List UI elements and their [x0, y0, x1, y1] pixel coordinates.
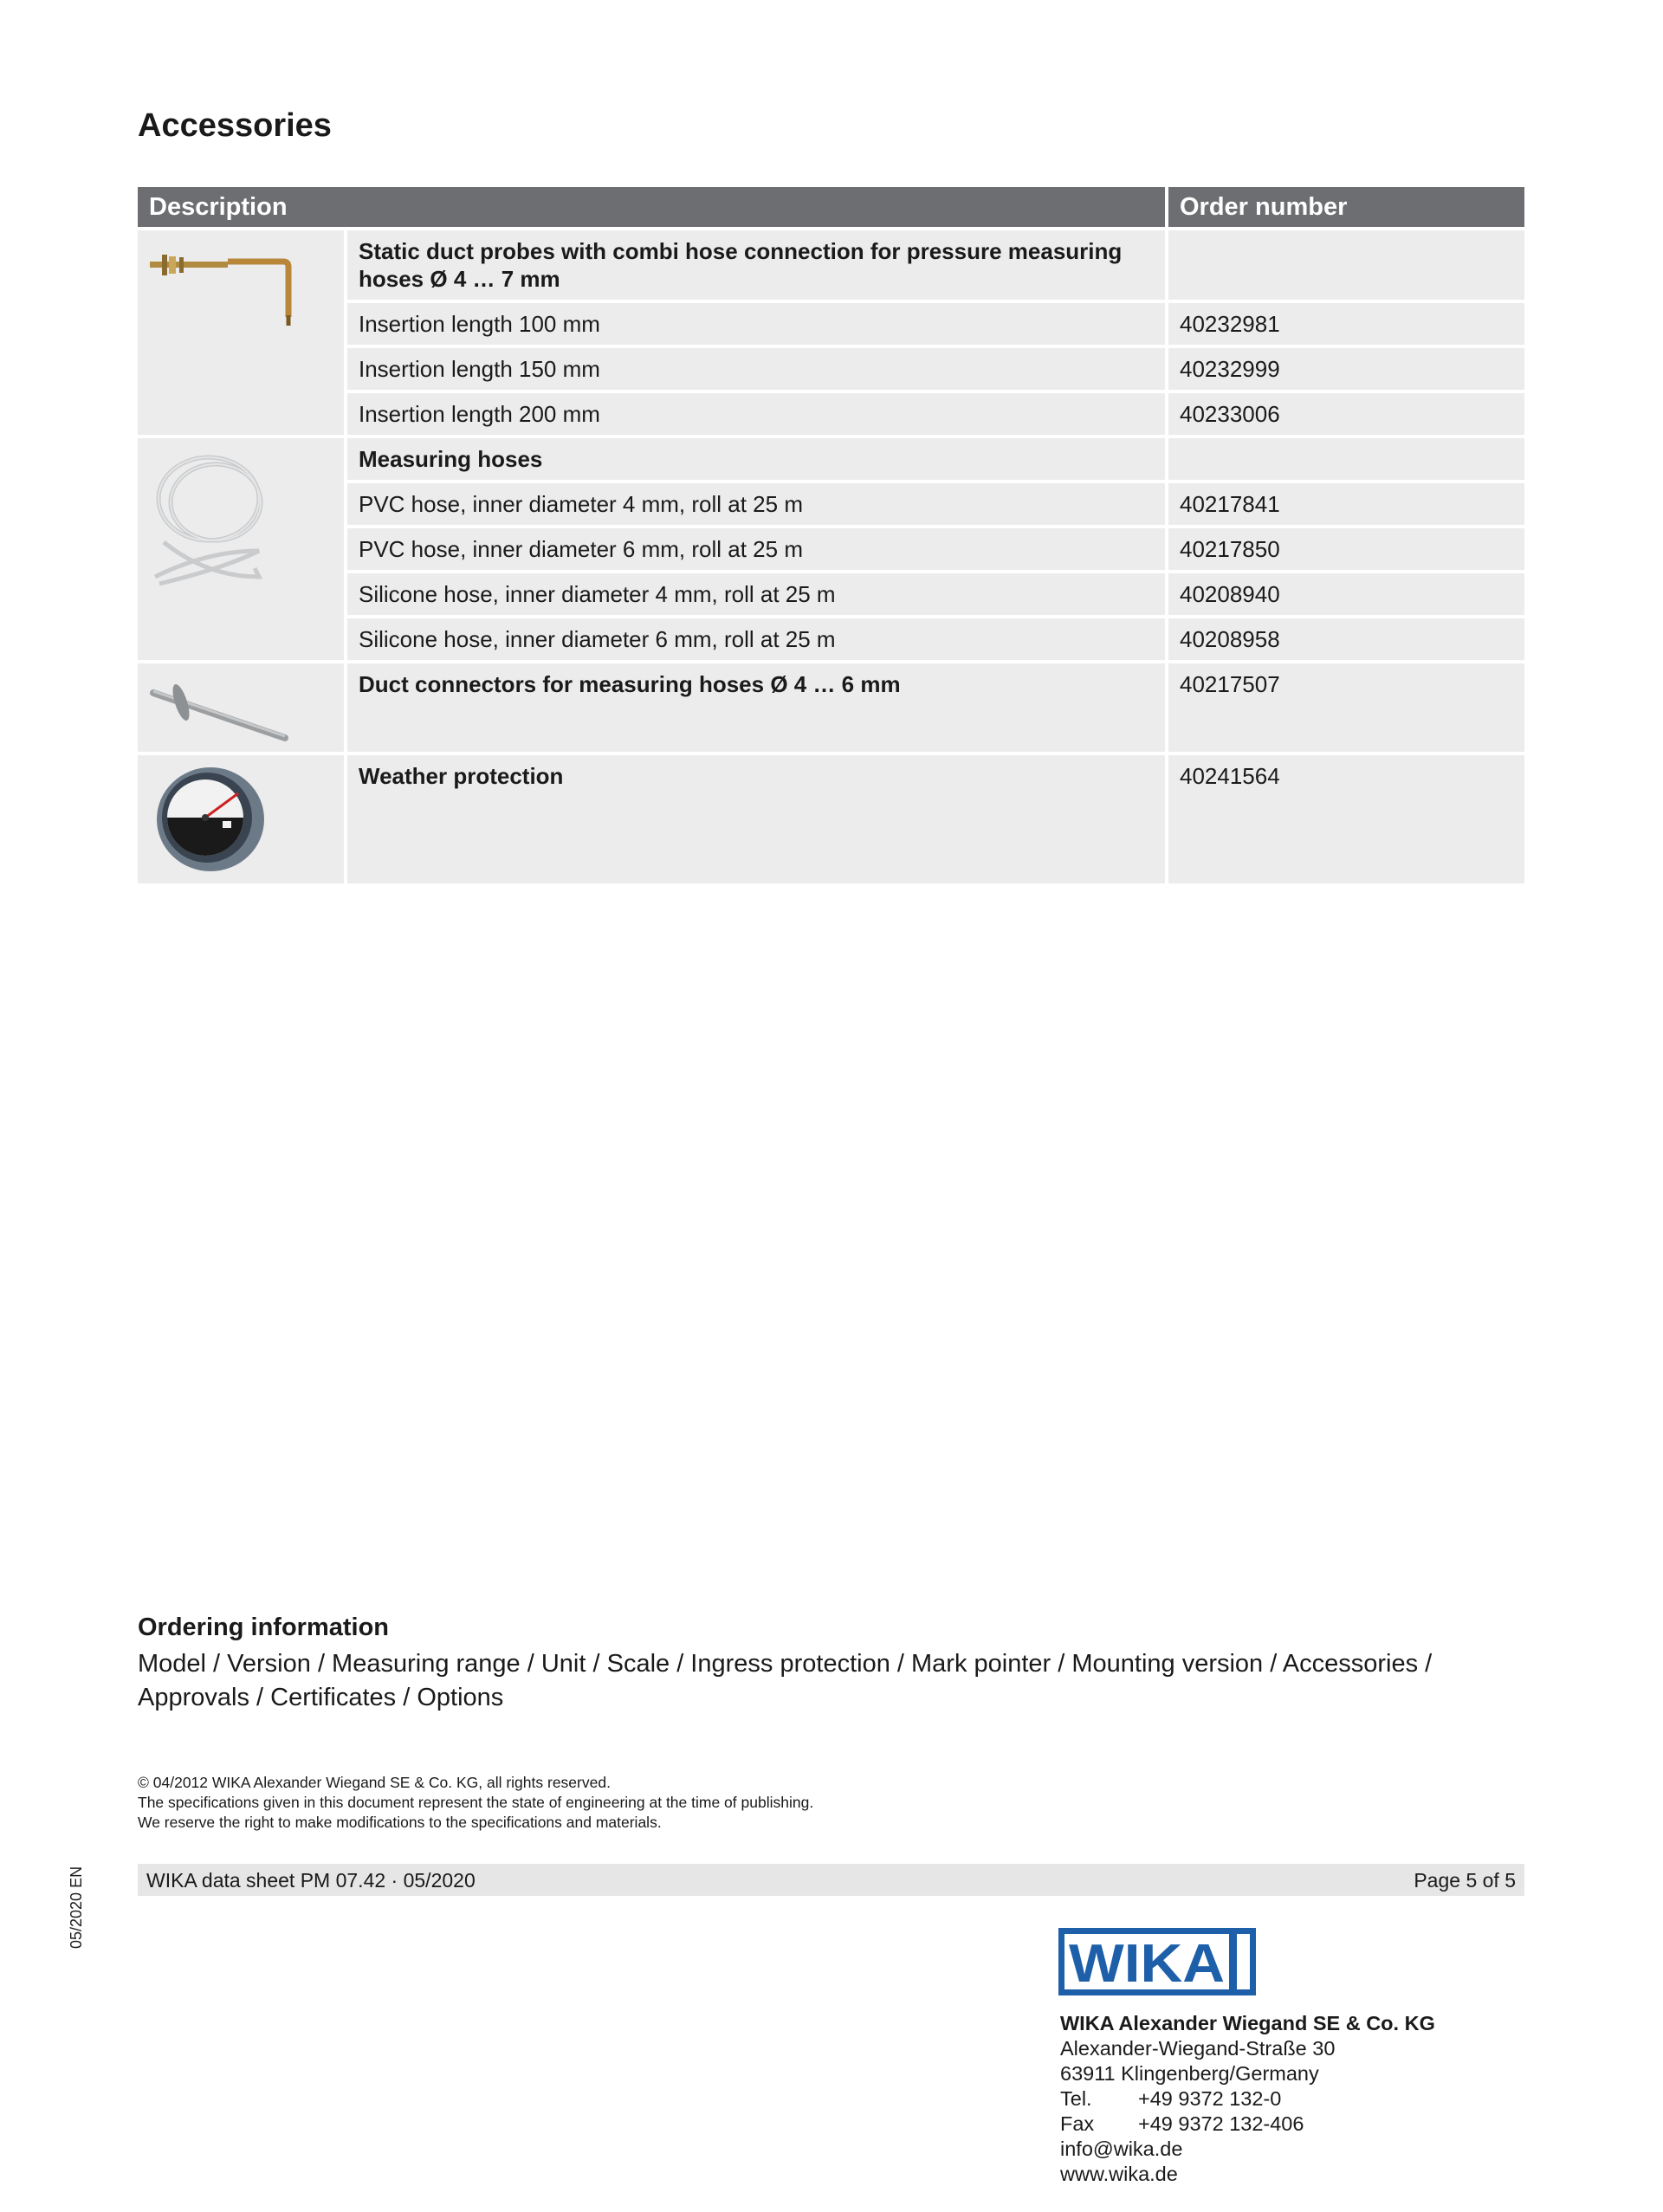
order-number: 40208958 — [1168, 615, 1524, 660]
order-number: 40217507 — [1168, 660, 1524, 752]
duct-connector-image — [138, 663, 344, 750]
email-link[interactable]: info@wika.de — [1060, 2138, 1183, 2160]
duct-connector-image-cell — [138, 660, 347, 752]
ordering-line-1: Model / Version / Measuring range / Unit / Scale / Ingress protection / Mark pointer / Mounting version / Accessories / — [138, 1650, 1433, 1678]
fax-line — [1060, 2112, 1435, 2137]
ordering-line-2: Approvals / Certificates / Options — [138, 1684, 504, 1711]
item-description: PVC hose, inner diameter 4 mm, roll at 25 m — [347, 480, 1168, 525]
order-number: 40208940 — [1168, 570, 1524, 615]
item-description: Silicone hose, inner diameter 6 mm, roll at 25 m — [347, 615, 1168, 660]
svg-text:WIKA: WIKA — [1069, 1934, 1225, 1994]
fax-label: Fax — [1060, 2112, 1095, 2135]
order-number — [1168, 227, 1524, 300]
item-description: Insertion length 150 mm — [347, 345, 1168, 390]
order-number: 40241564 — [1168, 752, 1524, 883]
accessories-table — [138, 187, 1524, 883]
item-description: Silicone hose, inner diameter 4 mm, roll at 25 m — [347, 570, 1168, 615]
copyright-line: © 04/2012 WIKA Alexander Wiegand SE & Co. KG, all rights reserved. — [138, 1774, 611, 1791]
item-description: PVC hose, inner diameter 6 mm, roll at 25 m — [347, 525, 1168, 570]
page-number: Page 5 of 5 — [1414, 1869, 1516, 1892]
table-header-row — [138, 187, 1524, 227]
description-header: Description — [138, 187, 1168, 227]
order-number: 40232999 — [1168, 345, 1524, 390]
item-description: Duct connectors for measuring hoses Ø 4 … 6 mm — [347, 660, 1168, 752]
weather-protection-image-cell — [138, 752, 347, 883]
table-row — [138, 435, 1524, 480]
fax-number: +49 9372 132-406 — [1138, 2112, 1304, 2135]
datasheet-reference: WIKA data sheet PM 07.42 · 05/2020 — [146, 1869, 476, 1892]
order-number: 40232981 — [1168, 300, 1524, 345]
company-address — [1060, 2011, 1435, 2187]
order-number: 40233006 — [1168, 390, 1524, 435]
specifications-line: The specifications given in this document represent the state of engineering at the time of publishing. — [138, 1794, 814, 1811]
measuring-hose-image — [138, 438, 344, 611]
street: Alexander-Wiegand-Straße 30 — [1060, 2037, 1336, 2060]
tel-number: +49 9372 132-0 — [1138, 2087, 1282, 2110]
static-duct-probe-image-cell — [138, 227, 347, 435]
item-description: Insertion length 100 mm — [347, 300, 1168, 345]
ordering-title: Ordering information — [138, 1614, 389, 1641]
order-number — [1168, 435, 1524, 480]
wika-logo — [1058, 1928, 1256, 1995]
order-number-header: Order number — [1168, 187, 1524, 227]
order-number: 40217841 — [1168, 480, 1524, 525]
static-duct-probe-image — [138, 230, 344, 334]
ordering-information — [138, 1614, 1541, 1715]
item-description: Static duct probes with combi hose connection for pressure measuring hoses Ø 4 … 7 mm — [347, 227, 1168, 300]
phone-line — [1060, 2086, 1435, 2112]
item-description: Insertion length 200 mm — [347, 390, 1168, 435]
website-link[interactable]: www.wika.de — [1060, 2163, 1178, 2185]
page-title: Accessories — [138, 107, 332, 144]
side-date: 05/2020 EN — [68, 1866, 85, 1949]
item-description: Measuring hoses — [347, 435, 1168, 480]
tel-label: Tel. — [1060, 2087, 1092, 2110]
reservation-line: We reserve the right to make modifications to the specifications and materials. — [138, 1814, 662, 1831]
company-name: WIKA Alexander Wiegand SE & Co. KG — [1060, 2012, 1435, 2034]
table-row — [138, 227, 1524, 300]
copyright-notice — [138, 1773, 813, 1833]
measuring-hose-image-cell — [138, 435, 347, 660]
city: 63911 Klingenberg/Germany — [1060, 2062, 1319, 2085]
weather-protection-image — [138, 755, 344, 883]
order-number: 40217850 — [1168, 525, 1524, 570]
footer-bar — [138, 1864, 1524, 1896]
table-row — [138, 752, 1524, 883]
ordering-text — [138, 1647, 1541, 1715]
item-description: Weather protection — [347, 752, 1168, 883]
table-row — [138, 660, 1524, 752]
